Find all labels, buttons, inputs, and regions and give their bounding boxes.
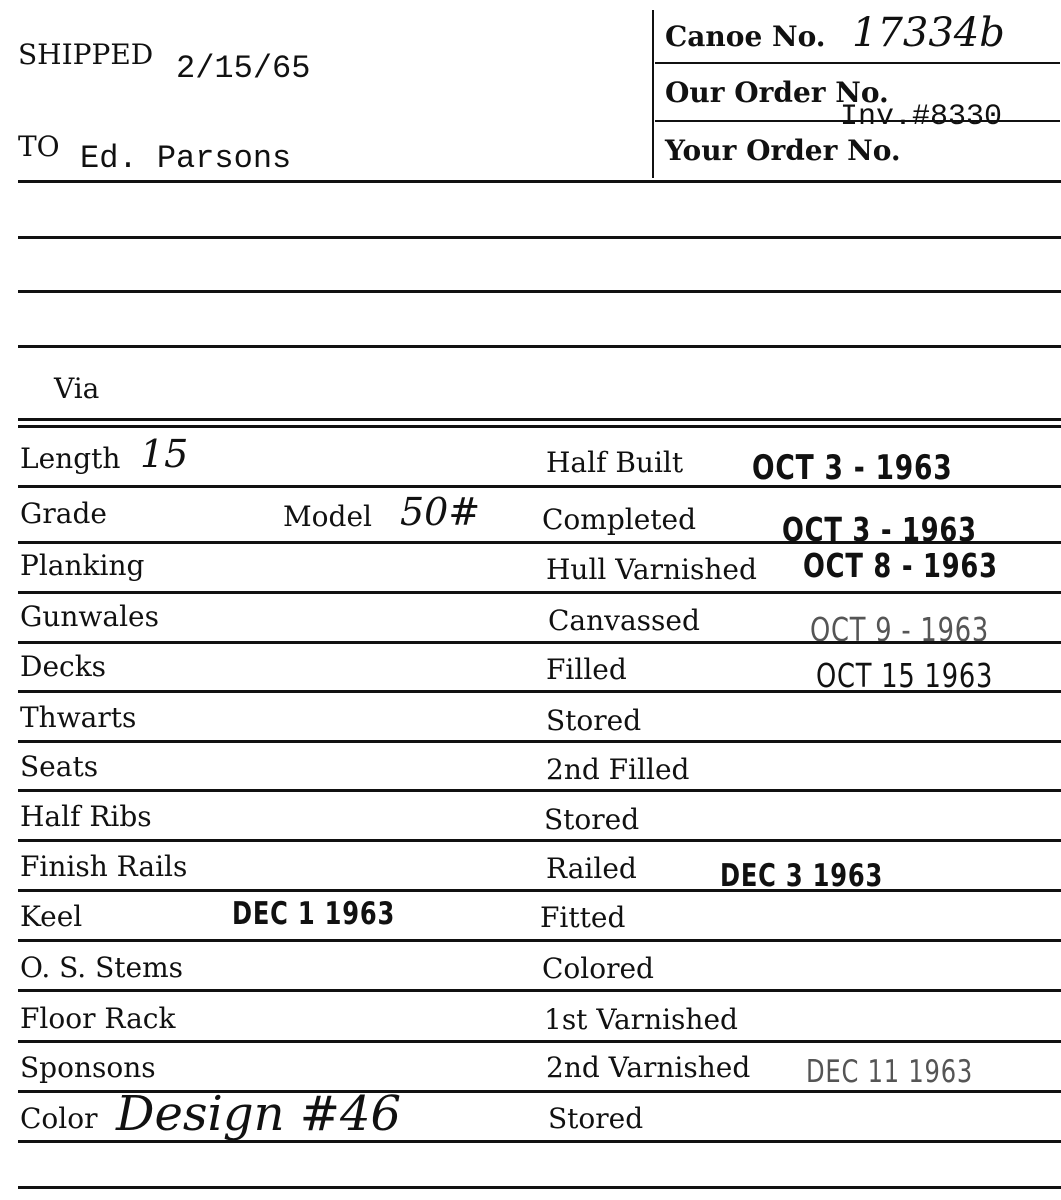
filled-label: Filled <box>546 653 627 686</box>
address-line-4 <box>18 345 1061 348</box>
row-rule-14 <box>18 1140 1061 1143</box>
row-rule-6 <box>18 740 1061 743</box>
row-rule-1 <box>18 485 1061 488</box>
seats-label: Seats <box>20 750 99 783</box>
shipped-label: SHIPPED <box>18 38 154 71</box>
row-rule-15 <box>18 1186 1061 1189</box>
canoe-no-rule <box>655 62 1060 64</box>
keel-stamp: DEC 1 1963 <box>232 896 396 932</box>
our-order-label: Our Order No. <box>665 76 889 109</box>
filled-stamp: OCT 15 1963 <box>816 656 994 695</box>
first-varnished-label: 1st Varnished <box>544 1003 738 1036</box>
length-value: 15 <box>140 432 189 476</box>
row-rule-12 <box>18 1040 1061 1043</box>
via-rule-b <box>18 425 1061 428</box>
row-rule-8 <box>18 839 1061 842</box>
via-rule-a <box>18 418 1061 421</box>
to-value: Ed. Parsons <box>80 140 292 177</box>
hull-varnished-stamp: OCT 8 - 1963 <box>803 546 998 585</box>
canvassed-label: Canvassed <box>548 604 700 637</box>
second-varnished-label: 2nd Varnished <box>546 1051 751 1084</box>
stored-label-3: Stored <box>548 1102 644 1135</box>
canvassed-stamp: OCT 9 - 1963 <box>810 610 990 649</box>
shipped-date: 2/15/65 <box>176 50 311 87</box>
second-filled-label: 2nd Filled <box>546 753 690 786</box>
stored-label-1: Stored <box>546 704 642 737</box>
row-rule-7 <box>18 789 1061 792</box>
row-rule-9 <box>18 889 1061 892</box>
gunwales-label: Gunwales <box>20 600 159 633</box>
keel-label: Keel <box>20 900 83 933</box>
second-varnished-stamp: DEC 11 1963 <box>806 1054 974 1090</box>
row-rule-10 <box>18 939 1061 942</box>
half-built-label: Half Built <box>546 446 684 479</box>
your-order-label: Your Order No. <box>665 134 901 167</box>
our-order-value: Inv.#8330 <box>840 100 1003 134</box>
address-line-3 <box>18 290 1061 293</box>
floor-rack-label: Floor Rack <box>20 1002 176 1035</box>
header-divider <box>652 10 654 178</box>
grade-label: Grade <box>20 497 107 530</box>
model-label: Model <box>283 500 372 533</box>
planking-label: Planking <box>20 549 145 582</box>
canoe-no-value: 17334b <box>852 10 1005 56</box>
via-label: Via <box>54 372 100 405</box>
model-value: 50# <box>400 490 481 534</box>
os-stems-label: O. S. Stems <box>20 951 184 984</box>
row-rule-4 <box>18 641 1061 644</box>
half-ribs-label: Half Ribs <box>20 800 152 833</box>
thwarts-label: Thwarts <box>20 701 137 734</box>
address-line-1 <box>18 180 1061 183</box>
address-line-2 <box>18 236 1061 239</box>
fitted-label: Fitted <box>540 901 626 934</box>
length-label: Length <box>20 442 121 475</box>
row-rule-3 <box>18 591 1061 594</box>
railed-stamp: DEC 3 1963 <box>720 858 884 894</box>
decks-label: Decks <box>20 650 107 683</box>
completed-label: Completed <box>542 503 697 536</box>
row-rule-13 <box>18 1090 1061 1093</box>
our-order-rule <box>655 120 1060 122</box>
sponsons-label: Sponsons <box>20 1051 156 1084</box>
canoe-no-label: Canoe No. <box>665 20 826 53</box>
half-built-stamp: OCT 3 - 1963 <box>752 448 953 488</box>
stored-label-2: Stored <box>544 803 640 836</box>
color-label: Color <box>20 1102 98 1135</box>
finish-rails-label: Finish Rails <box>20 850 188 883</box>
row-rule-2 <box>18 541 1061 544</box>
colored-label: Colored <box>542 952 654 985</box>
to-label: TO <box>18 130 60 163</box>
row-rule-11 <box>18 989 1061 992</box>
completed-stamp: OCT 3 - 1963 <box>782 510 977 549</box>
hull-varnished-label: Hull Varnished <box>546 553 757 586</box>
color-value: Design #46 <box>116 1086 402 1142</box>
row-rule-5 <box>18 690 1061 693</box>
railed-label: Railed <box>546 852 637 885</box>
